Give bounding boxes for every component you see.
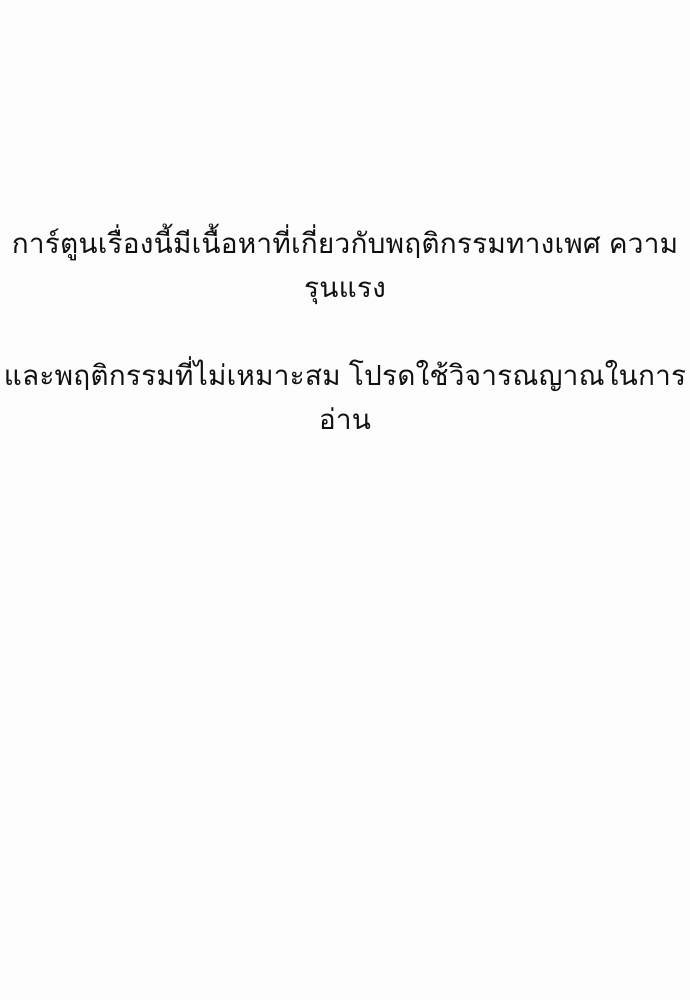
content-warning-line-1: การ์ตูนเรื่องนี้มีเนื้อหาที่เกี่ยวกับพฤติกรรมทางเพศ ความรุนแรง [11,228,679,303]
content-warning-text [0,178,690,486]
content-warning-line-2: และพฤติกรรมที่ไม่เหมาะสม โปรดใช้วิจารณญาณในการอ่าน [3,360,687,435]
